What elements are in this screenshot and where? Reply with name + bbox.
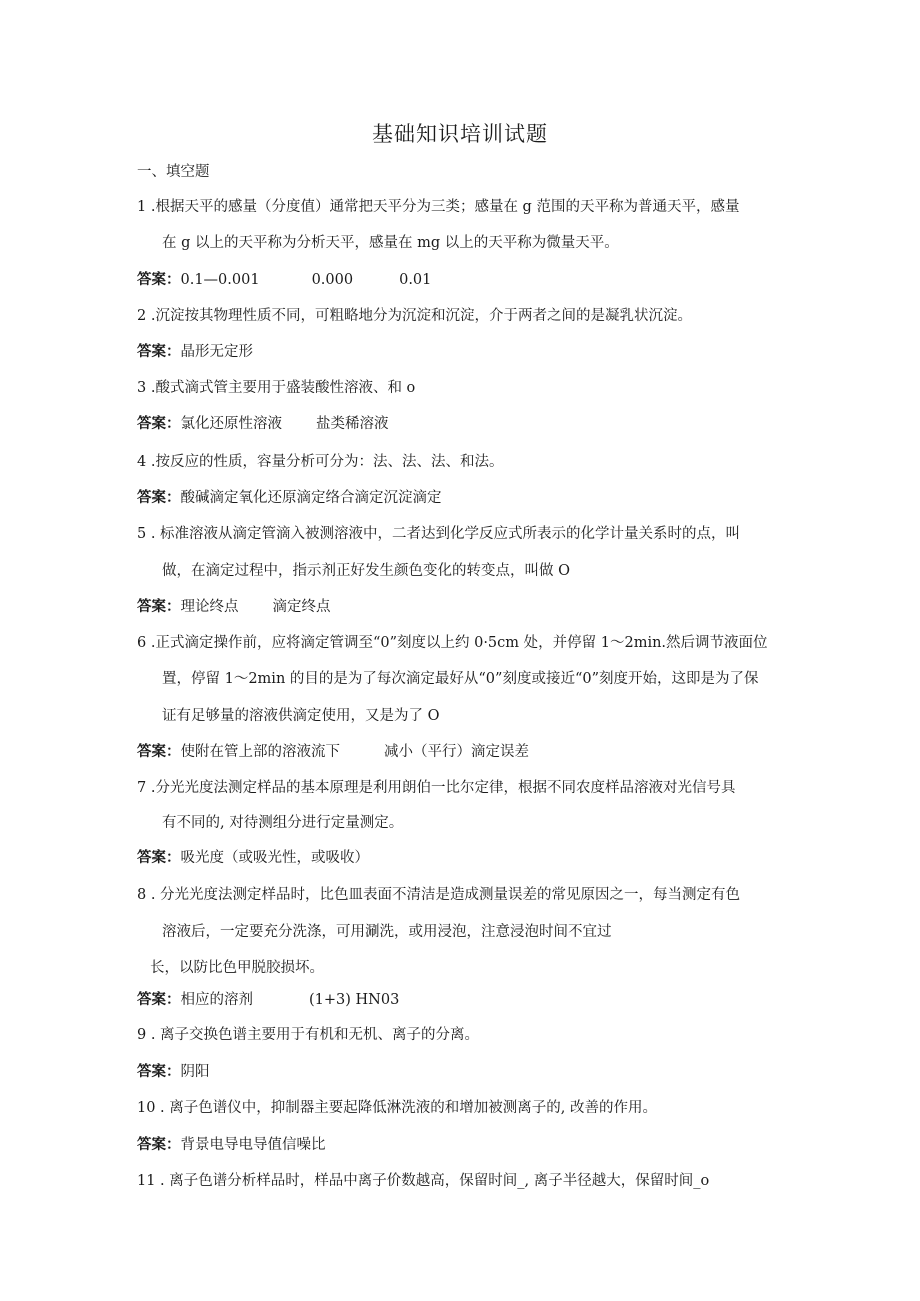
answer-label: 答案： [137,992,181,1008]
answer-2-part-1: 晶形无定形 [180,344,253,360]
answer-label: 答案： [137,272,181,288]
answer-3 [137,414,389,434]
answer-3-part-2: 盐类稀溶液 [316,416,389,432]
section-heading: 一、填空题 [137,164,210,180]
answer-2 [137,342,253,362]
question-1-line-1: 1 .根据天平的感量（分度值）通常把天平分为三类；感量在 g 范围的天平称为普通天平，感量 [137,199,740,215]
answer-label: 答案： [137,1137,181,1153]
question-8-line-3: 长，以防比色甲脱胶损坏。 [150,960,324,976]
question-6-line-2: 置，停留 1～2min 的目的是为了每次滴定最好从“0”刻度或接近“0”刻度开始，这即是为了保 [162,671,759,687]
answer-label: 答案： [137,416,181,432]
answer-label: 答案： [137,490,181,506]
question-3-line-1: 3 .酸式滴式管主要用于盛装酸性溶液、和 o [137,380,416,396]
question-7-line-1: 7 .分光光度法测定样品的基本原理是利用朗伯一比尔定律，根据不同农度样品溶液对光信号具 [137,780,736,796]
question-8-line-2: 溶液后，一定要充分洗涤，可用涮洗，或用浸泡，注意浸泡时间不宜过 [162,924,612,940]
answer-label: 答案： [137,850,181,866]
answer-1-part-1: 0.1—0.001 [180,272,260,288]
answer-7-part-1: 吸光度（或吸光性，或吸收） [180,850,369,866]
question-7-line-2: 有不同的, 对待测组分进行定量测定。 [162,815,404,831]
answer-label: 答案： [137,344,181,360]
answer-8-part-1: 相应的溶剂 [180,992,253,1008]
answer-1-part-2: 0.000 [311,272,354,288]
answer-5 [137,597,331,617]
answer-1-part-3: 0.01 [399,272,432,288]
question-5-line-1: 5 . 标准溶液从滴定管滴入被测溶液中，二者达到化学反应式所表示的化学计量关系时的点，叫 [137,526,741,542]
question-5-line-2: 做，在滴定过程中，指示剂正好发生颜色变化的转变点，叫做 O [162,563,570,579]
answer-5-part-2: 滴定终点 [272,599,331,615]
question-6-line-1: 6 .正式滴定操作前，应将滴定管调至“0”刻度以上约 0·5cm 处，并停留 1～2min.然后调节液面位 [137,635,768,651]
answer-4 [137,488,442,508]
question-9-line-1: 9 . 离子交换色谱主要用于有机和无机、离子的分离。 [137,1027,480,1043]
answer-1 [137,270,431,290]
answer-9-part-1: 阴阳 [180,1064,210,1080]
answer-5-part-1: 理论终点 [180,599,239,615]
answer-7 [137,848,369,868]
answer-10-part-1: 背景电导电导值信噪比 [180,1137,326,1153]
answer-10 [137,1135,326,1155]
answer-6-part-2: 减小（平行）滴定误差 [384,744,529,760]
answer-8 [137,990,399,1010]
answer-label: 答案： [137,744,181,760]
answer-9 [137,1062,210,1082]
question-11-line-1: 11 . 离子色谱分析样品时，样品中离子价数越高，保留时间_, 离子半径越大，保留时间_o [137,1173,710,1189]
question-4-line-1: 4 .按反应的性质，容量分析可分为：法、法、法、和法。 [137,454,504,470]
question-8-line-1: 8 . 分光光度法测定样品时，比色皿表面不清洁是造成测量误差的常见原因之一，每当测定有色 [137,887,741,903]
question-10-line-1: 10 . 离子色谱仪中，抑制器主要起降低淋洗液的和增加被测离子的, 改善的作用。 [137,1100,657,1116]
answer-6 [137,742,529,762]
page-title: 基础知识培训试题 [372,122,548,146]
question-6-line-3: 证有足够量的溶液供滴定使用，又是为了 O [162,708,440,724]
answer-3-part-1: 氯化还原性溶液 [180,416,282,432]
question-2-line-1: 2 .沉淀按其物理性质不同，可粗略地分为沉淀和沉淀，介于两者之间的是凝乳状沉淀。 [137,308,692,324]
answer-6-part-1: 使附在管上部的溶液流下 [180,744,340,760]
answer-8-part-2: (1+3) HN03 [309,992,400,1008]
answer-label: 答案： [137,1064,181,1080]
answer-label: 答案： [137,599,181,615]
question-1-line-2: 在 g 以上的天平称为分析天平，感量在 mg 以上的天平称为微量天平。 [162,235,619,251]
answer-4-part-1: 酸碱滴定氧化还原滴定络合滴定沉淀滴定 [180,490,442,506]
